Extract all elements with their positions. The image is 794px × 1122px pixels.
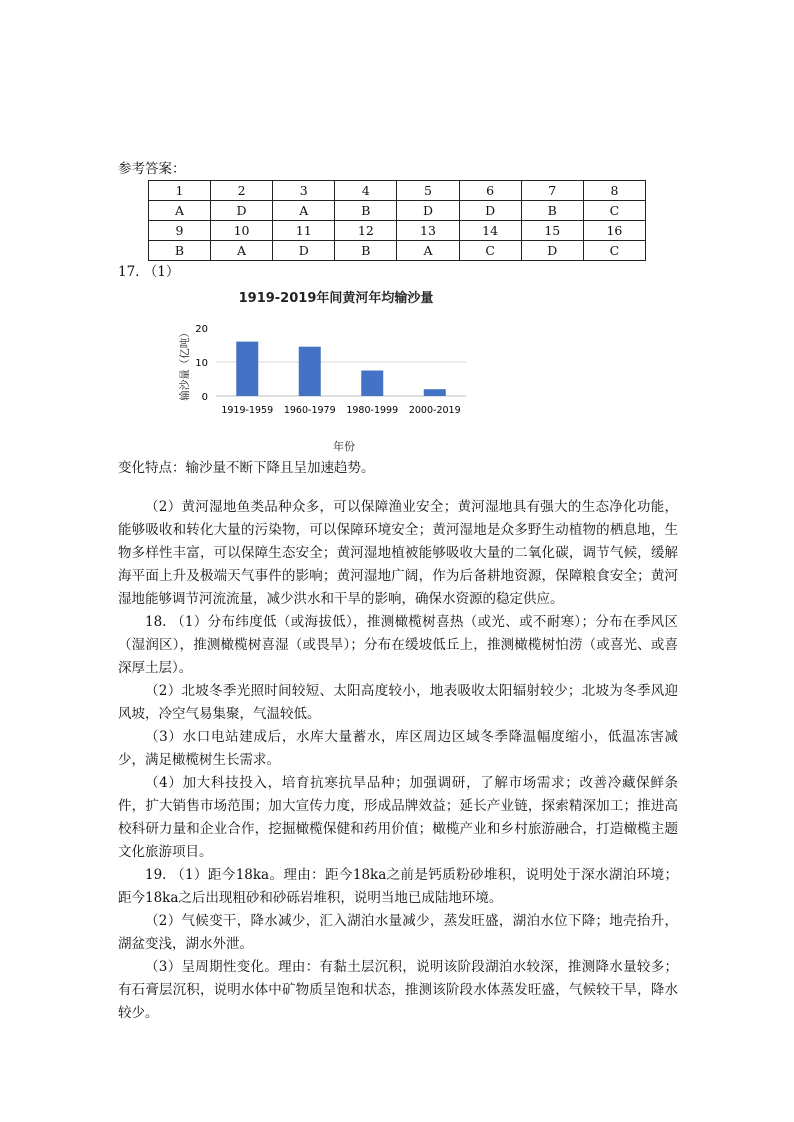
y-tick-label: 0 (201, 392, 208, 403)
x-tick-label: 1980-1999 (346, 405, 399, 416)
question-number-cell: 8 (583, 181, 645, 201)
y-tick-label: 20 (195, 324, 208, 335)
bar (361, 371, 383, 397)
paragraph-19-3: （3）呈周期性变化。理由：有黏土层沉积，说明该阶段湖泊水较深，推测降水量较多；有石膏层沉积，说明水体中矿物质呈饱和状态，推测该阶段水体蒸发旺盛，气候较干旱，降水较少。 (118, 959, 678, 1021)
question-number-cell: 2 (211, 181, 273, 201)
answer-table-row (149, 241, 646, 261)
question-number-cell: 5 (397, 181, 459, 201)
answer-cell: B (335, 241, 397, 261)
question-number-cell: 4 (335, 181, 397, 201)
answer-table-row (149, 181, 646, 201)
answer-cell: C (583, 201, 645, 221)
sediment-bar-chart (176, 284, 476, 454)
answer-cell: A (273, 201, 335, 221)
question-number-cell: 7 (521, 181, 583, 201)
chart-x-label: 年份 (333, 440, 355, 453)
question-number-cell: 9 (149, 221, 211, 241)
change-feature-text: 变化特点：输沙量不断下降且呈加速趋势。 (118, 460, 375, 476)
paragraph-18-3: （3）水口电站建成后，水库大量蓄水，库区周边区域冬季降温幅度缩小，低温冻害减少，满足橄榄树生长需求。 (118, 729, 678, 768)
bar (236, 342, 258, 396)
reference-answer-heading: 参考答案： (118, 161, 186, 177)
answer-cell: B (149, 241, 211, 261)
answer-cell: C (459, 241, 521, 261)
answer-cell: B (521, 201, 583, 221)
answer-cell: A (149, 201, 211, 221)
paragraph-19-2: （2）气候变干，降水减少，汇入湖泊水量减少，蒸发旺盛，湖泊水位下降；地壳抬升，湖盆变浅，湖水外泄。 (118, 913, 678, 952)
bar (424, 389, 446, 396)
paragraph-18-4: （4）加大科技投入，培育抗寒抗旱品种；加强调研，了解市场需求；改善冷藏保鲜条件，扩大销售市场范围；加大宣传力度，形成品牌效益；延长产业链，探索精深加工；推进高校科研力量和企业合作，挖掘橄榄保健和药用价值；橄榄产业和乡村旅游融合，打造橄榄主题文化旅游项目。 (118, 775, 678, 860)
question-number-cell: 10 (211, 221, 273, 241)
paragraph-19-1: 19. （1）距今18ka。理由：距今18ka之前是钙质粉砂堆积，说明处于深水湖泊环境；距今18ka之后出现粗砂和砂砾岩堆积，说明当地已成陆地环境。 (118, 867, 678, 906)
answer-cell: A (211, 241, 273, 261)
chart-y-label: 输沙量（亿吨） (179, 327, 191, 401)
question-number-cell: 13 (397, 221, 459, 241)
paragraph-17-2: （2）黄河湿地鱼类品种众多，可以保障渔业安全；黄河湿地具有强大的生态净化功能，能够吸收和转化大量的污染物，可以保障环境安全；黄河湿地是众多野生动植物的栖息地，生物多样性丰富，可以保障生态安全；黄河湿地植被能够吸收大量的二氧化碳，调节气候，缓解海平面上升及极端天气事件的影响；黄河湿地广阔，作为后备耕地资源，保障粮食安全；黄河湿地能够调节河流流量，减少洪水和干旱的影响，确保水资源的稳定供应。 (118, 499, 678, 607)
answer-table-row (149, 201, 646, 221)
answer-cell: D (211, 201, 273, 221)
question-number-cell: 14 (459, 221, 521, 241)
answer-cell: A (397, 241, 459, 261)
answer-table (148, 180, 646, 261)
answer-cell: B (335, 201, 397, 221)
bar (299, 347, 321, 396)
question-number-cell: 6 (459, 181, 521, 201)
x-tick-label: 2000-2019 (408, 405, 461, 416)
answer-cell: C (583, 241, 645, 261)
y-tick-label: 10 (195, 358, 208, 369)
question-number-cell: 1 (149, 181, 211, 201)
question-number-cell: 12 (335, 221, 397, 241)
answer-cell: D (273, 241, 335, 261)
answer-table-row (149, 221, 646, 241)
chart-title: 1919-2019年间黄河年均输沙量 (238, 291, 434, 306)
answer-cell: D (521, 241, 583, 261)
x-tick-label: 1919-1959 (221, 405, 274, 416)
question-number-cell: 16 (583, 221, 645, 241)
question-17-label: 17. （1） (118, 264, 180, 280)
paragraph-18-1: 18. （1）分布纬度低（或海拔低），推测橄榄树喜热（或光、或不耐寒）；分布在季风区（湿润区），推测橄榄树喜湿（或畏旱）；分布在缓坡低丘上，推测橄榄树怕涝（或喜光、或喜深厚土层）。 (118, 614, 678, 676)
answer-cell: D (397, 201, 459, 221)
question-number-cell: 15 (521, 221, 583, 241)
question-number-cell: 11 (273, 221, 335, 241)
x-tick-label: 1960-1979 (283, 405, 336, 416)
answer-cell: D (459, 201, 521, 221)
paragraph-18-2: （2）北坡冬季光照时间较短、太阳高度较小，地表吸收太阳辐射较少；北坡为冬季风迎风坡，冷空气易集聚，气温较低。 (118, 683, 678, 722)
question-number-cell: 3 (273, 181, 335, 201)
answer-body-text (118, 496, 678, 1025)
